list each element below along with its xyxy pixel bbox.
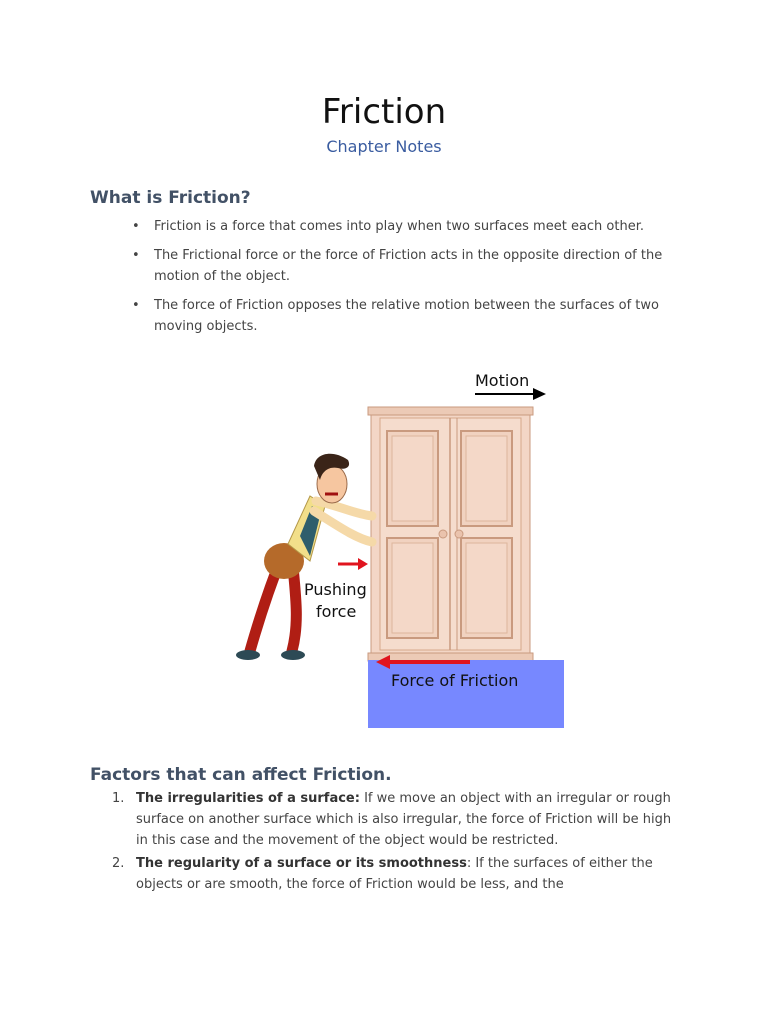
factor-text: : If the surfaces of either the objects or are smooth, the force of Friction would be less, and the (136, 855, 653, 892)
motion-arrowhead (533, 388, 546, 400)
friction-force-label: Force of Friction (391, 671, 519, 690)
person-pushing (236, 454, 372, 660)
page-subtitle: Chapter Notes (326, 137, 442, 156)
list-item: • Friction is a force that comes into play when two surfaces meet each other. (154, 216, 684, 237)
list-number: 2. (112, 855, 125, 871)
list-item (112, 788, 681, 852)
factor-text: If we move an object with an irregular or rough surface on another surface which is also irregular, the force of Friction will be high in this case and the movement of the object would be restricted. (136, 791, 672, 849)
section-heading-factors: Factors that can affect Friction. (90, 765, 392, 785)
list-item (112, 853, 681, 895)
wardrobe (368, 407, 533, 661)
factor-title: The irregularities of a surface: (136, 791, 360, 806)
pushing-force-label-line2: force (316, 602, 357, 621)
list-item: • The force of Friction opposes the relative motion between the surfaces of two moving objects. (154, 295, 684, 337)
pushing-force-arrowhead (358, 558, 368, 570)
pushing-force-label-line1: Pushing (304, 580, 367, 599)
friction-illustration (230, 366, 575, 732)
list-number: 1. (112, 791, 125, 806)
motion-label: Motion (475, 371, 530, 390)
factors-list (112, 788, 681, 896)
factor-title: The regularity of a surface or its smoothness (136, 855, 467, 871)
section-heading-what-is-friction: What is Friction? (90, 188, 251, 208)
friction-definition-list (154, 216, 684, 345)
list-item: • The Frictional force or the force of Friction acts in the opposite direction of the motion of the object. (154, 245, 684, 287)
page-title: Friction (321, 92, 447, 132)
